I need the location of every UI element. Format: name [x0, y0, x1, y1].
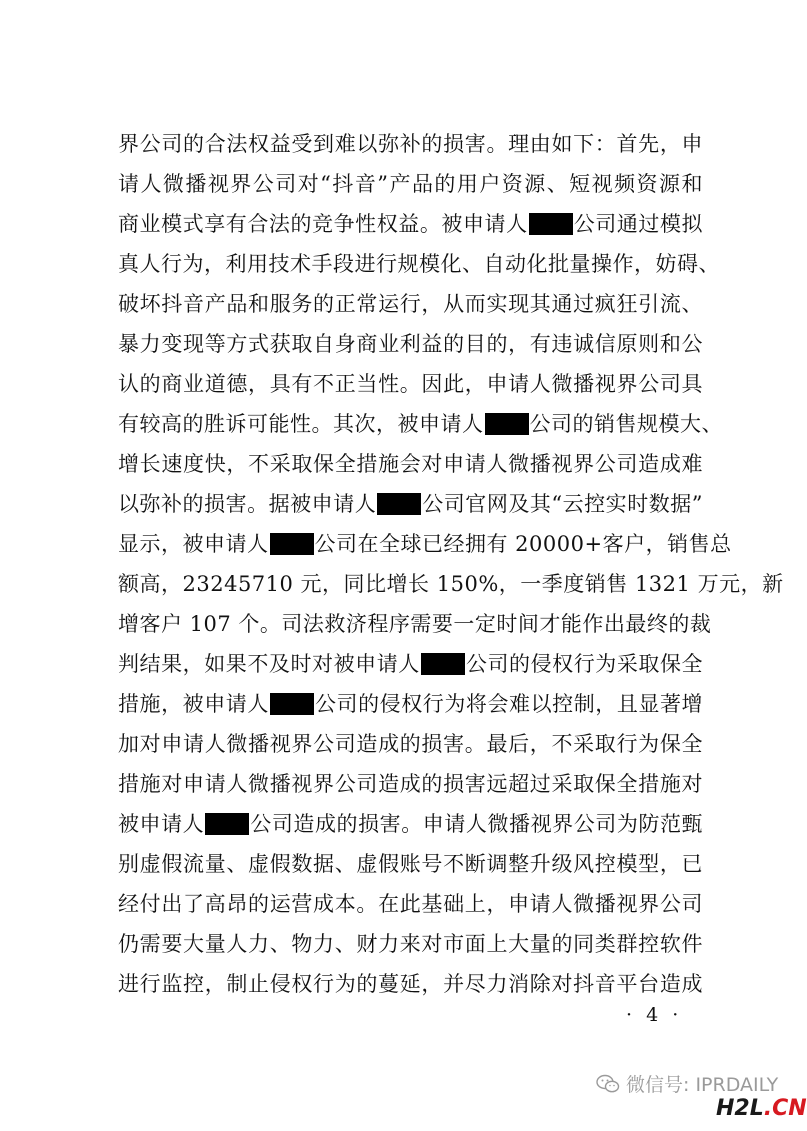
text-line — [118, 124, 703, 164]
text-segment: 措施对申请人微播视界公司造成的损害远超过采取保全措施对 — [118, 772, 703, 796]
text-segment: 进行监控，制止侵权行为的蔓延，并尽力消除对抖音平台造成 — [118, 972, 703, 996]
text-segment: 仍需要大量人力、物力、财力来对市面上大量的同类群控软件 — [118, 932, 703, 956]
redaction-block — [529, 213, 573, 235]
page-number: · 4 · — [626, 1004, 683, 1026]
text-line — [118, 164, 703, 204]
text-line — [118, 524, 732, 564]
text-segment: 请人微播视界公司对“抖音”产品的用户资源、短视频资源和 — [118, 172, 703, 196]
text-segment: 增长速度快，不采取保全措施会对申请人微播视界公司造成难 — [118, 452, 703, 476]
text-segment: 商业模式享有合法的竞争性权益。被申请人 — [118, 212, 528, 236]
wechat-watermark — [596, 1070, 778, 1097]
text-line — [118, 484, 703, 524]
text-line — [118, 764, 703, 804]
text-segment: 加对申请人微播视界公司造成的损害。最后，不采取行为保全 — [118, 732, 703, 756]
text-segment: 显示，被申请人 — [118, 532, 269, 556]
text-line — [118, 724, 703, 764]
text-segment: 被申请人 — [118, 812, 205, 836]
text-segment: 公司造成的损害。申请人微播视界公司为防范甄 — [250, 812, 704, 836]
site-logo-dot: . — [763, 1096, 773, 1121]
text-segment: 暴力变现等方式获取自身商业利益的目的，有违诚信原则和公 — [118, 332, 703, 356]
text-line — [118, 244, 720, 284]
wechat-icon — [596, 1074, 620, 1094]
redaction-block — [205, 813, 249, 835]
text-segment: 认的商业道德，具有不正当性。因此，申请人微播视界公司具 — [118, 372, 703, 396]
text-segment: 破坏抖音产品和服务的正常运行，从而实现其通过疯狂引流、 — [118, 292, 703, 316]
text-line — [118, 964, 703, 1004]
text-line — [118, 644, 703, 684]
text-segment: 公司在全球已经拥有 20000+客户，销售总 — [314, 532, 732, 556]
text-line — [118, 364, 703, 404]
text-segment: 公司的侵权行为采取保全 — [465, 652, 704, 676]
text-segment: 有较高的胜诉可能性。其次，被申请人 — [118, 412, 484, 436]
text-segment: 真人行为，利用技术手段进行规模化、自动化批量操作，妨碍、 — [118, 252, 720, 276]
site-logo-tld: CN — [772, 1096, 807, 1121]
document-body — [118, 124, 784, 1004]
text-segment: 公司官网及其“云控实时数据” — [422, 492, 703, 516]
text-segment: 经付出了高昂的运营成本。在此基础上，申请人微播视界公司 — [118, 892, 703, 916]
text-line — [118, 404, 723, 444]
redaction-block — [421, 653, 465, 675]
text-line — [118, 924, 703, 964]
text-segment: 以弥补的损害。据被申请人 — [118, 492, 377, 516]
text-segment: 公司通过模拟 — [573, 212, 704, 236]
text-line — [118, 324, 703, 364]
text-line — [118, 804, 703, 844]
text-segment: 判结果，如果不及时对被申请人 — [118, 652, 420, 676]
text-line — [118, 884, 703, 924]
redaction-block — [270, 533, 314, 555]
text-segment: 公司的销售规模大、 — [529, 412, 723, 436]
text-segment: 界公司的合法权益受到难以弥补的损害。理由如下：首先，申 — [118, 132, 703, 156]
text-line — [118, 604, 712, 644]
text-segment: 增客户 107 个。司法救济程序需要一定时间才能作出最终的裁 — [118, 612, 712, 636]
text-line — [118, 284, 703, 324]
watermark-text: 微信号: IPRDAILY — [626, 1074, 779, 1096]
text-segment: 措施，被申请人 — [118, 692, 269, 716]
text-line — [118, 684, 703, 724]
text-segment: 公司的侵权行为将会难以控制，且显著增 — [314, 692, 704, 716]
redaction-block — [485, 413, 529, 435]
text-line — [118, 444, 703, 484]
text-line — [118, 204, 703, 244]
text-segment: 别虚假流量、虚假数据、虚假账号不断调整升级风控模型，已 — [118, 852, 703, 876]
text-line — [118, 564, 784, 604]
redaction-block — [377, 493, 421, 515]
redaction-block — [270, 693, 314, 715]
text-segment: 额高，23245710 元，同比增长 150%，一季度销售 1321 万元，新 — [118, 572, 784, 596]
site-logo — [716, 1096, 807, 1121]
text-line — [118, 844, 703, 884]
site-logo-brand: H2L — [716, 1096, 764, 1121]
